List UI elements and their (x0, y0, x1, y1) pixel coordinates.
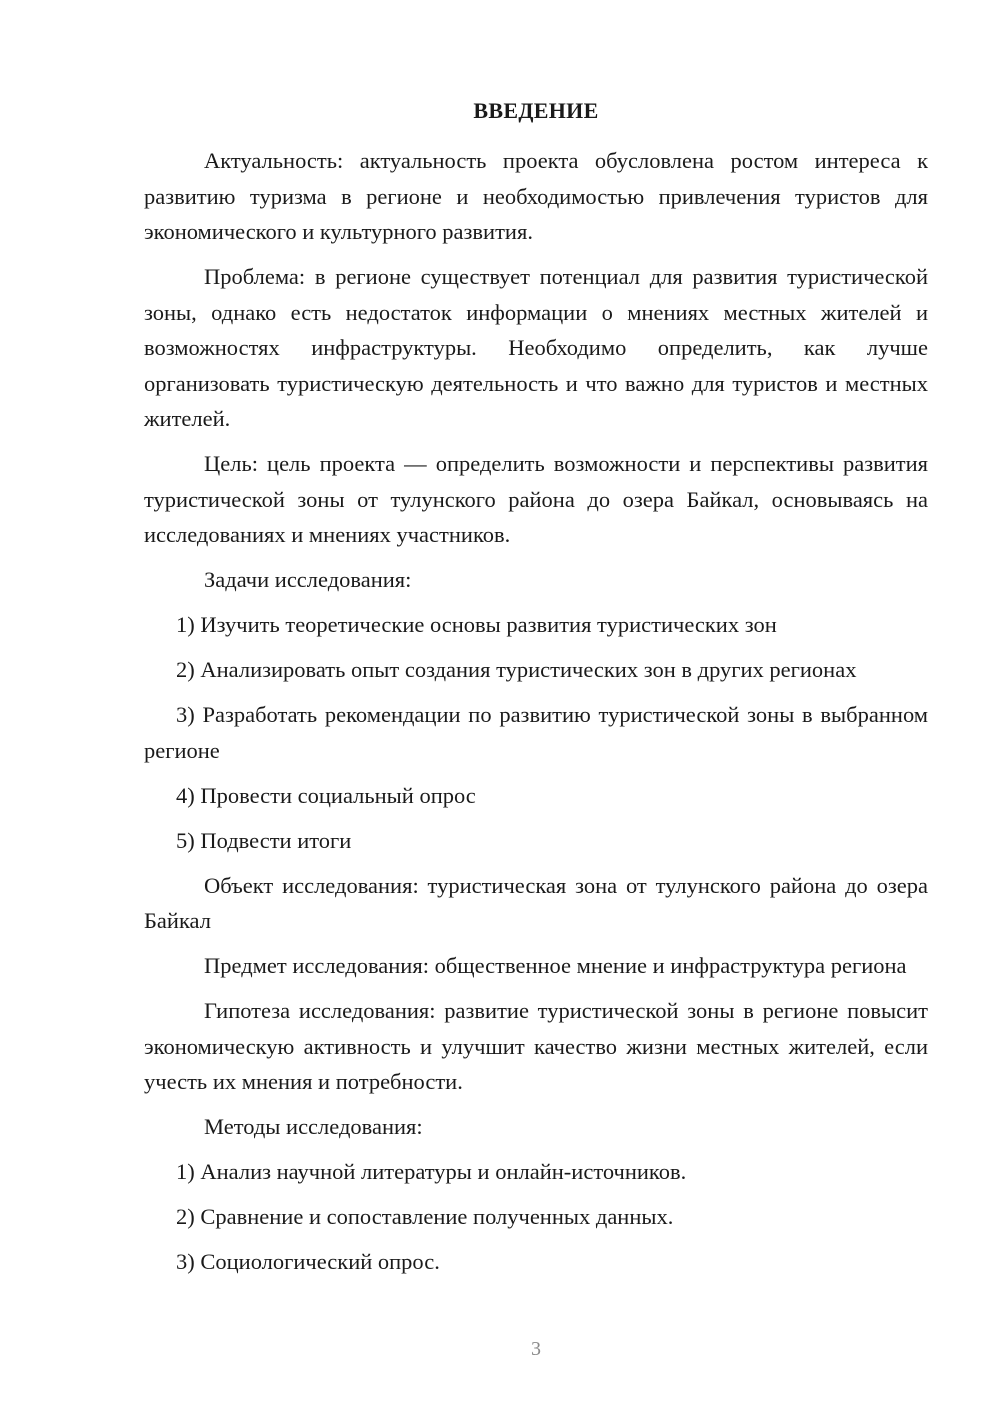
methods-heading: Методы исследования: (204, 1114, 423, 1139)
relevance-paragraph: Актуальность: актуальность проекта обусловлена ростом интереса к развитию туризма в регионе и необходимостью привлечения туристов для экономического и культурного развития. (144, 148, 928, 244)
section-title: ВВЕДЕНИЕ (473, 98, 599, 123)
task-item: 5) Подвести итоги (176, 827, 352, 853)
task-item: 4) Провести социальный опрос (176, 782, 476, 808)
task-item: 1) Изучить теоретические основы развития туристических зон (176, 612, 777, 637)
tasks-heading: Задачи исследования: (204, 567, 412, 592)
method-item: 2) Сравнение и сопоставление полученных данных. (176, 1204, 674, 1229)
hypothesis-paragraph: Гипотеза исследования: развитие туристической зоны в регионе повысит экономическую активность и улучшит качество жизни местных жителей, если учесть их мнения и потребности. (144, 998, 928, 1094)
subject-paragraph: Предмет исследования: общественное мнение и инфраструктура региона (204, 953, 907, 978)
object-paragraph: Объект исследования: туристическая зона от тулунского района до озера Байкал (144, 872, 928, 933)
method-item: 3) Социологический опрос. (176, 1249, 440, 1274)
method-item: 1) Анализ научной литературы и онлайн-источников. (176, 1159, 687, 1184)
goal-paragraph: Цель: цель проекта — определить возможности и перспективы развития туристической зоны от тулунского района до озера Байкал, основываясь на исследованиях и мнениях участников. (144, 451, 928, 547)
task-item: 2) Анализировать опыт создания туристических зон в других регионах (176, 657, 857, 682)
page-number: 3 (531, 1338, 541, 1360)
problem-paragraph: Проблема: в регионе существует потенциал для развития туристической зоны, однако есть недостаток информации о мнениях местных жителей и возможностях инфраструктуры. Необходимо определить, как лучше организовать туристическую деятельность и что важно для туристов и местных жителей. (144, 264, 928, 431)
task-item: 3) Разработать рекомендации по развитию туристической зоны в выбранном регионе (144, 702, 928, 763)
document-body (144, 143, 928, 1289)
